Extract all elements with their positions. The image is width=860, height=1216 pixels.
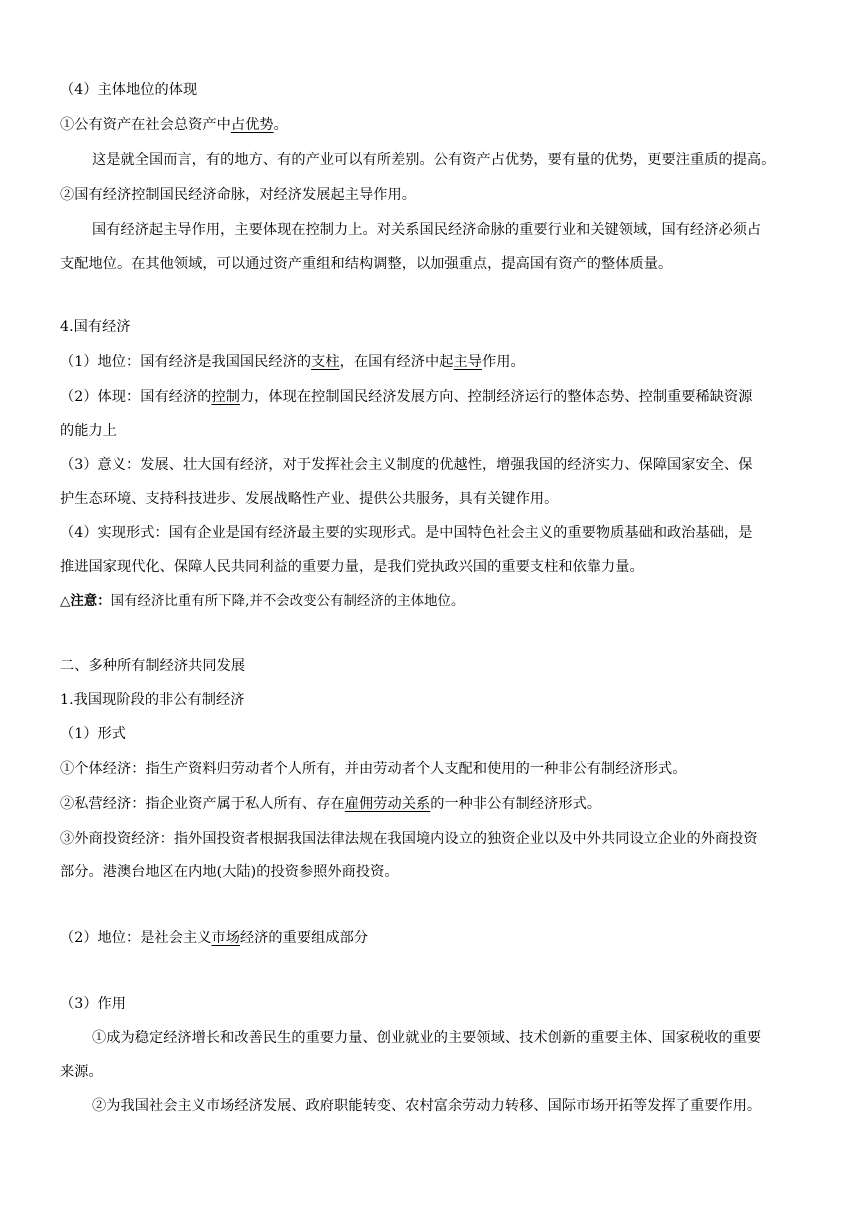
role-1-line1: ①成为稳定经济增长和改善民生的重要力量、创业就业的主要领域、技术创新的重要主体、国家税收的重要	[92, 1030, 762, 1046]
state-economy-form-line2: 推进国家现代化、保障人民共同利益的重要力量，是我们党执政兴国的重要支柱和依靠力量。	[60, 559, 644, 575]
attention-label: △注意：	[60, 593, 111, 609]
public-assets-line: ①公有资产在社会总资产中占优势。	[60, 117, 288, 133]
underlined-term: 占优势	[230, 117, 274, 133]
state-economy-status: （1）地位：国有经济是我国国民经济的支柱，在国有经济中起主导作用。	[60, 354, 525, 370]
state-economy-meaning-line1: （3）意义：发展、壮大国有经济，对于发挥社会主义制度的优越性，增强我国的经济实力、保障国家安全、保	[60, 457, 753, 473]
underlined-term: 支柱	[311, 354, 340, 370]
state-control-note-line1: 国有经济起主导作用，主要体现在控制力上。对关系国民经济命脉的重要行业和关键领域，国有经济必须占	[92, 222, 762, 238]
foreign-investment-line1: ③外商投资经济：指外国投资者根据我国法律法规在我国境内设立的独资企业以及中外共同设立企业的外商投资	[60, 831, 758, 847]
role-2: ②为我国社会主义市场经济发展、政府职能转变、农村富余劳动力转移、国际市场开拓等发挥了重要作用。	[92, 1098, 762, 1114]
underlined-term: 雇佣劳动关系	[344, 796, 431, 812]
state-economy-embody-line2: 的能力上	[60, 423, 117, 439]
state-control-line: ②国有经济控制国民经济命脉，对经济发展起主导作用。	[60, 187, 416, 203]
forms-heading: （1）形式	[60, 726, 127, 742]
individual-economy: ①个体经济：指生产资料归劳动者个人所有，并由劳动者个人支配和使用的一种非公有制经济形式。	[60, 761, 687, 777]
role-heading: （3）作用	[60, 996, 127, 1012]
public-assets-note: 这是就全国而言，有的地方、有的产业可以有所差别。公有资产占优势，要有量的优势，更要注重质的提高。	[92, 152, 776, 168]
underlined-term: 控制	[211, 389, 240, 405]
state-economy-heading: 4.国有经济	[60, 319, 131, 335]
state-economy-embody-line1: （2）体现：国有经济的控制力，体现在控制国民经济发展方向、控制经济运行的整体态势、控制重要稀缺资源	[60, 389, 753, 405]
role-1-line2: 来源。	[60, 1064, 103, 1080]
underlined-term: 市场	[211, 930, 240, 946]
non-public-economy-heading: 1.我国现阶段的非公有制经济	[60, 692, 245, 708]
state-economy-form-line1: （4）实现形式：国有企业是国有经济最主要的实现形式。是中国特色社会主义的重要物质基础和政治基础，是	[60, 525, 753, 541]
foreign-investment-line2: 部分。港澳台地区在内地(大陆)的投资参照外商投资。	[60, 864, 399, 880]
state-control-note-line2: 支配地位。在其他领域，可以通过资产重组和结构调整，以加强重点，提高国有资产的整体质量。	[60, 256, 673, 272]
underlined-term: 主导	[453, 354, 482, 370]
subject-status-heading: （4）主体地位的体现	[60, 82, 198, 98]
attention-note: △注意：国有经济比重有所下降,并不会改变公有制经济的主体地位。	[60, 593, 465, 609]
state-economy-meaning-line2: 护生态环境、支持科技进步、发展战略性产业、提供公共服务，具有关键作用。	[60, 491, 559, 507]
non-public-status: （2）地位：是社会主义市场经济的重要组成部分	[60, 930, 369, 946]
private-economy: ②私营经济：指企业资产属于私人所有、存在雇佣劳动关系的一种非公有制经济形式。	[60, 796, 602, 812]
part-two-heading: 二、多种所有制经济共同发展	[60, 658, 246, 674]
